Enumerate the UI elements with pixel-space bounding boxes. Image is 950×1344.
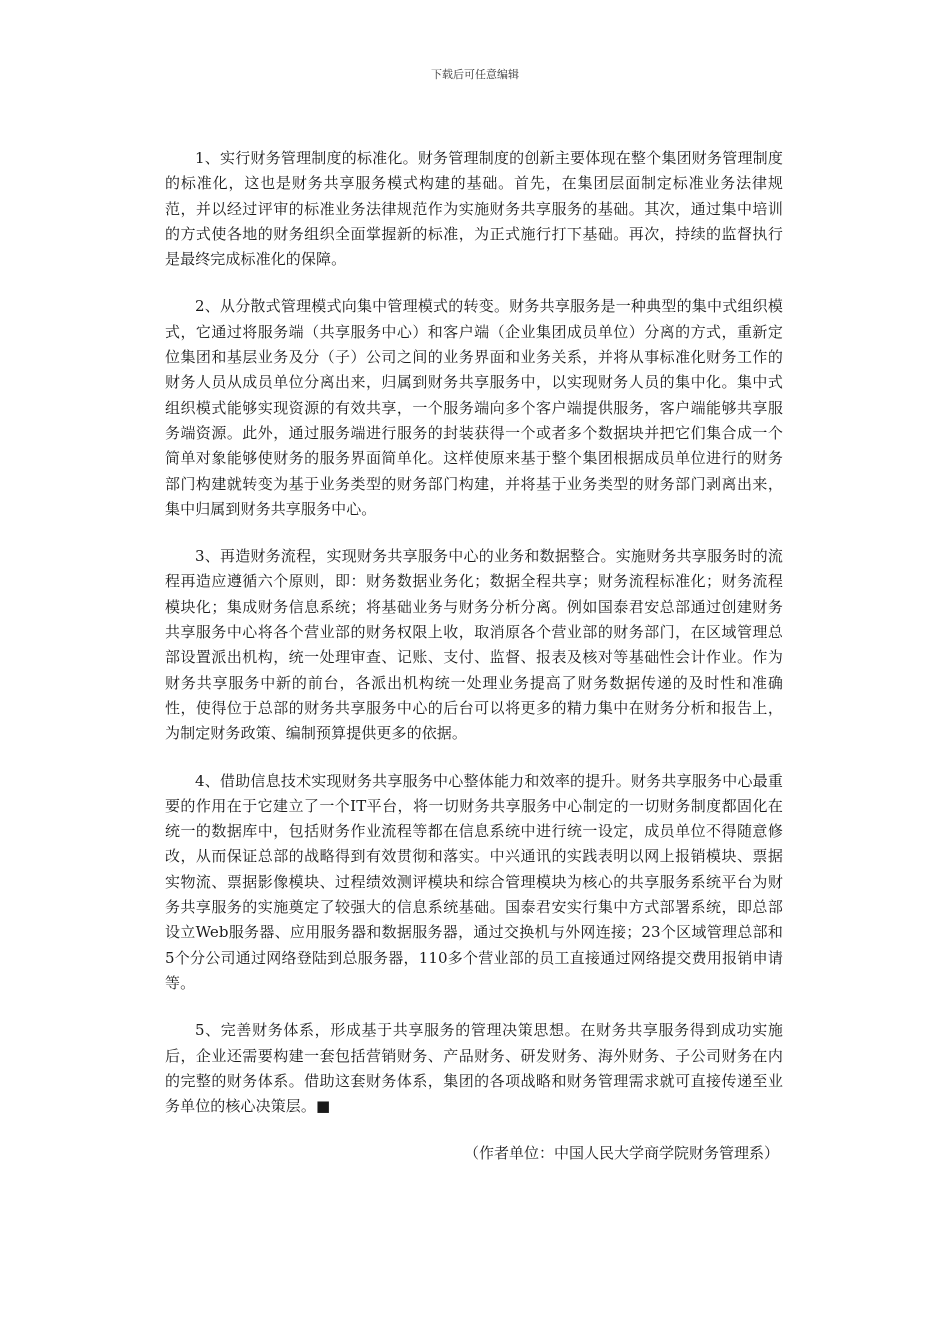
paragraph-5: 5、完善财务体系，形成基于共享服务的管理决策思想。在财务共享服务得到成功实施后，企业还需要构建一套包括营销财务、产品财务、研发财务、海外财务、子公司财务在内的完整的财务体系。借助这套财务体系，集团的各项战略和财务管理需求就可直接传递至业务单位的核心决策层。■ — [165, 1021, 783, 1116]
author-affiliation: （作者单位：中国人民大学商学院财务管理系） — [463, 1144, 779, 1163]
paragraph-4: 4、借助信息技术实现财务共享服务中心整体能力和效率的提升。财务共享服务中心最重要的作用在于它建立了一个IT平台，将一切财务共享服务中心制定的一切财务制度都固化在统一的数据库中，包括财务作业流程等都在信息系统中进行统一设定，成员单位不得随意修改，从而保证总部的战略得到有效贯彻和落实。中兴通讯的实践表明以网上报销模块、票据实物流、票据影像模块、过程绩效测评模块和综合管理模块为核心的共享服务系统平台为财务共享服务的实施奠定了较强大的信息系统基础。国泰君安实行集中方式部署系统，即总部设立Web服务器、应用服务器和数据服务器，通过交换机与外网连接；23个区域管理总部和5个分公司通过网络登陆到总服务器，110多个营业部的员工直接通过网络提交费用报销申请等。 — [165, 771, 783, 992]
article-body — [165, 146, 783, 1166]
paragraph-1: 1、实行财务管理制度的标准化。财务管理制度的创新主要体现在整个集团财务管理制度的标准化，这也是财务共享服务模式构建的基础。首先，在集团层面制定标准业务法律规范，并以经过评审的标准业务法律规范作为实施财务共享服务的基础。其次，通过集中培训的方式使各地的财务组织全面掌握新的标准，为正式施行打下基础。再次，持续的监督执行是最终完成标准化的保障。 — [165, 149, 783, 269]
paragraph-3: 3、再造财务流程，实现财务共享服务中心的业务和数据整合。实施财务共享服务时的流程再造应遵循六个原则，即：财务数据业务化；数据全程共享；财务流程标准化；财务流程模块化；集成财务信息系统；将基础业务与财务分析分离。例如国泰君安总部通过创建财务共享服务中心将各个营业部的财务权限上收，取消原各个营业部的财务部门，在区域管理总部设置派出机构，统一处理审查、记账、支付、监督、报表及核对等基础性会计作业。作为财务共享服务中新的前台，各派出机构统一处理业务提高了财务数据传递的及时性和准确性，使得位于总部的财务共享服务中心的后台可以将更多的精力集中在财务分析和报告上，为制定财务政策、编制预算提供更多的依据。 — [165, 547, 783, 743]
paragraph-2: 2、从分散式管理模式向集中管理模式的转变。财务共享服务是一种典型的集中式组织模式，它通过将服务端（共享服务中心）和客户端（企业集团成员单位）分离的方式，重新定位集团和基层业务及分（子）公司之间的业务界面和业务关系，并将从事标准化财务工作的财务人员从成员单位分离出来，归属到财务共享服务中，以实现财务人员的集中化。集中式组织模式能够实现资源的有效共享，一个服务端向多个客户端提供服务，客户端能够共享服务端资源。此外，通过服务端进行服务的封装获得一个或者多个数据块并把它们集合成一个简单对象能够使财务的服务界面简单化。这样使原来基于整个集团根据成员单位进行的财务部门构建就转变为基于业务类型的财务部门构建，并将基于业务类型的财务部门剥离出来，集中归属到财务共享服务中心。 — [165, 297, 783, 518]
page-header: 下载后可任意编辑 — [431, 68, 519, 81]
